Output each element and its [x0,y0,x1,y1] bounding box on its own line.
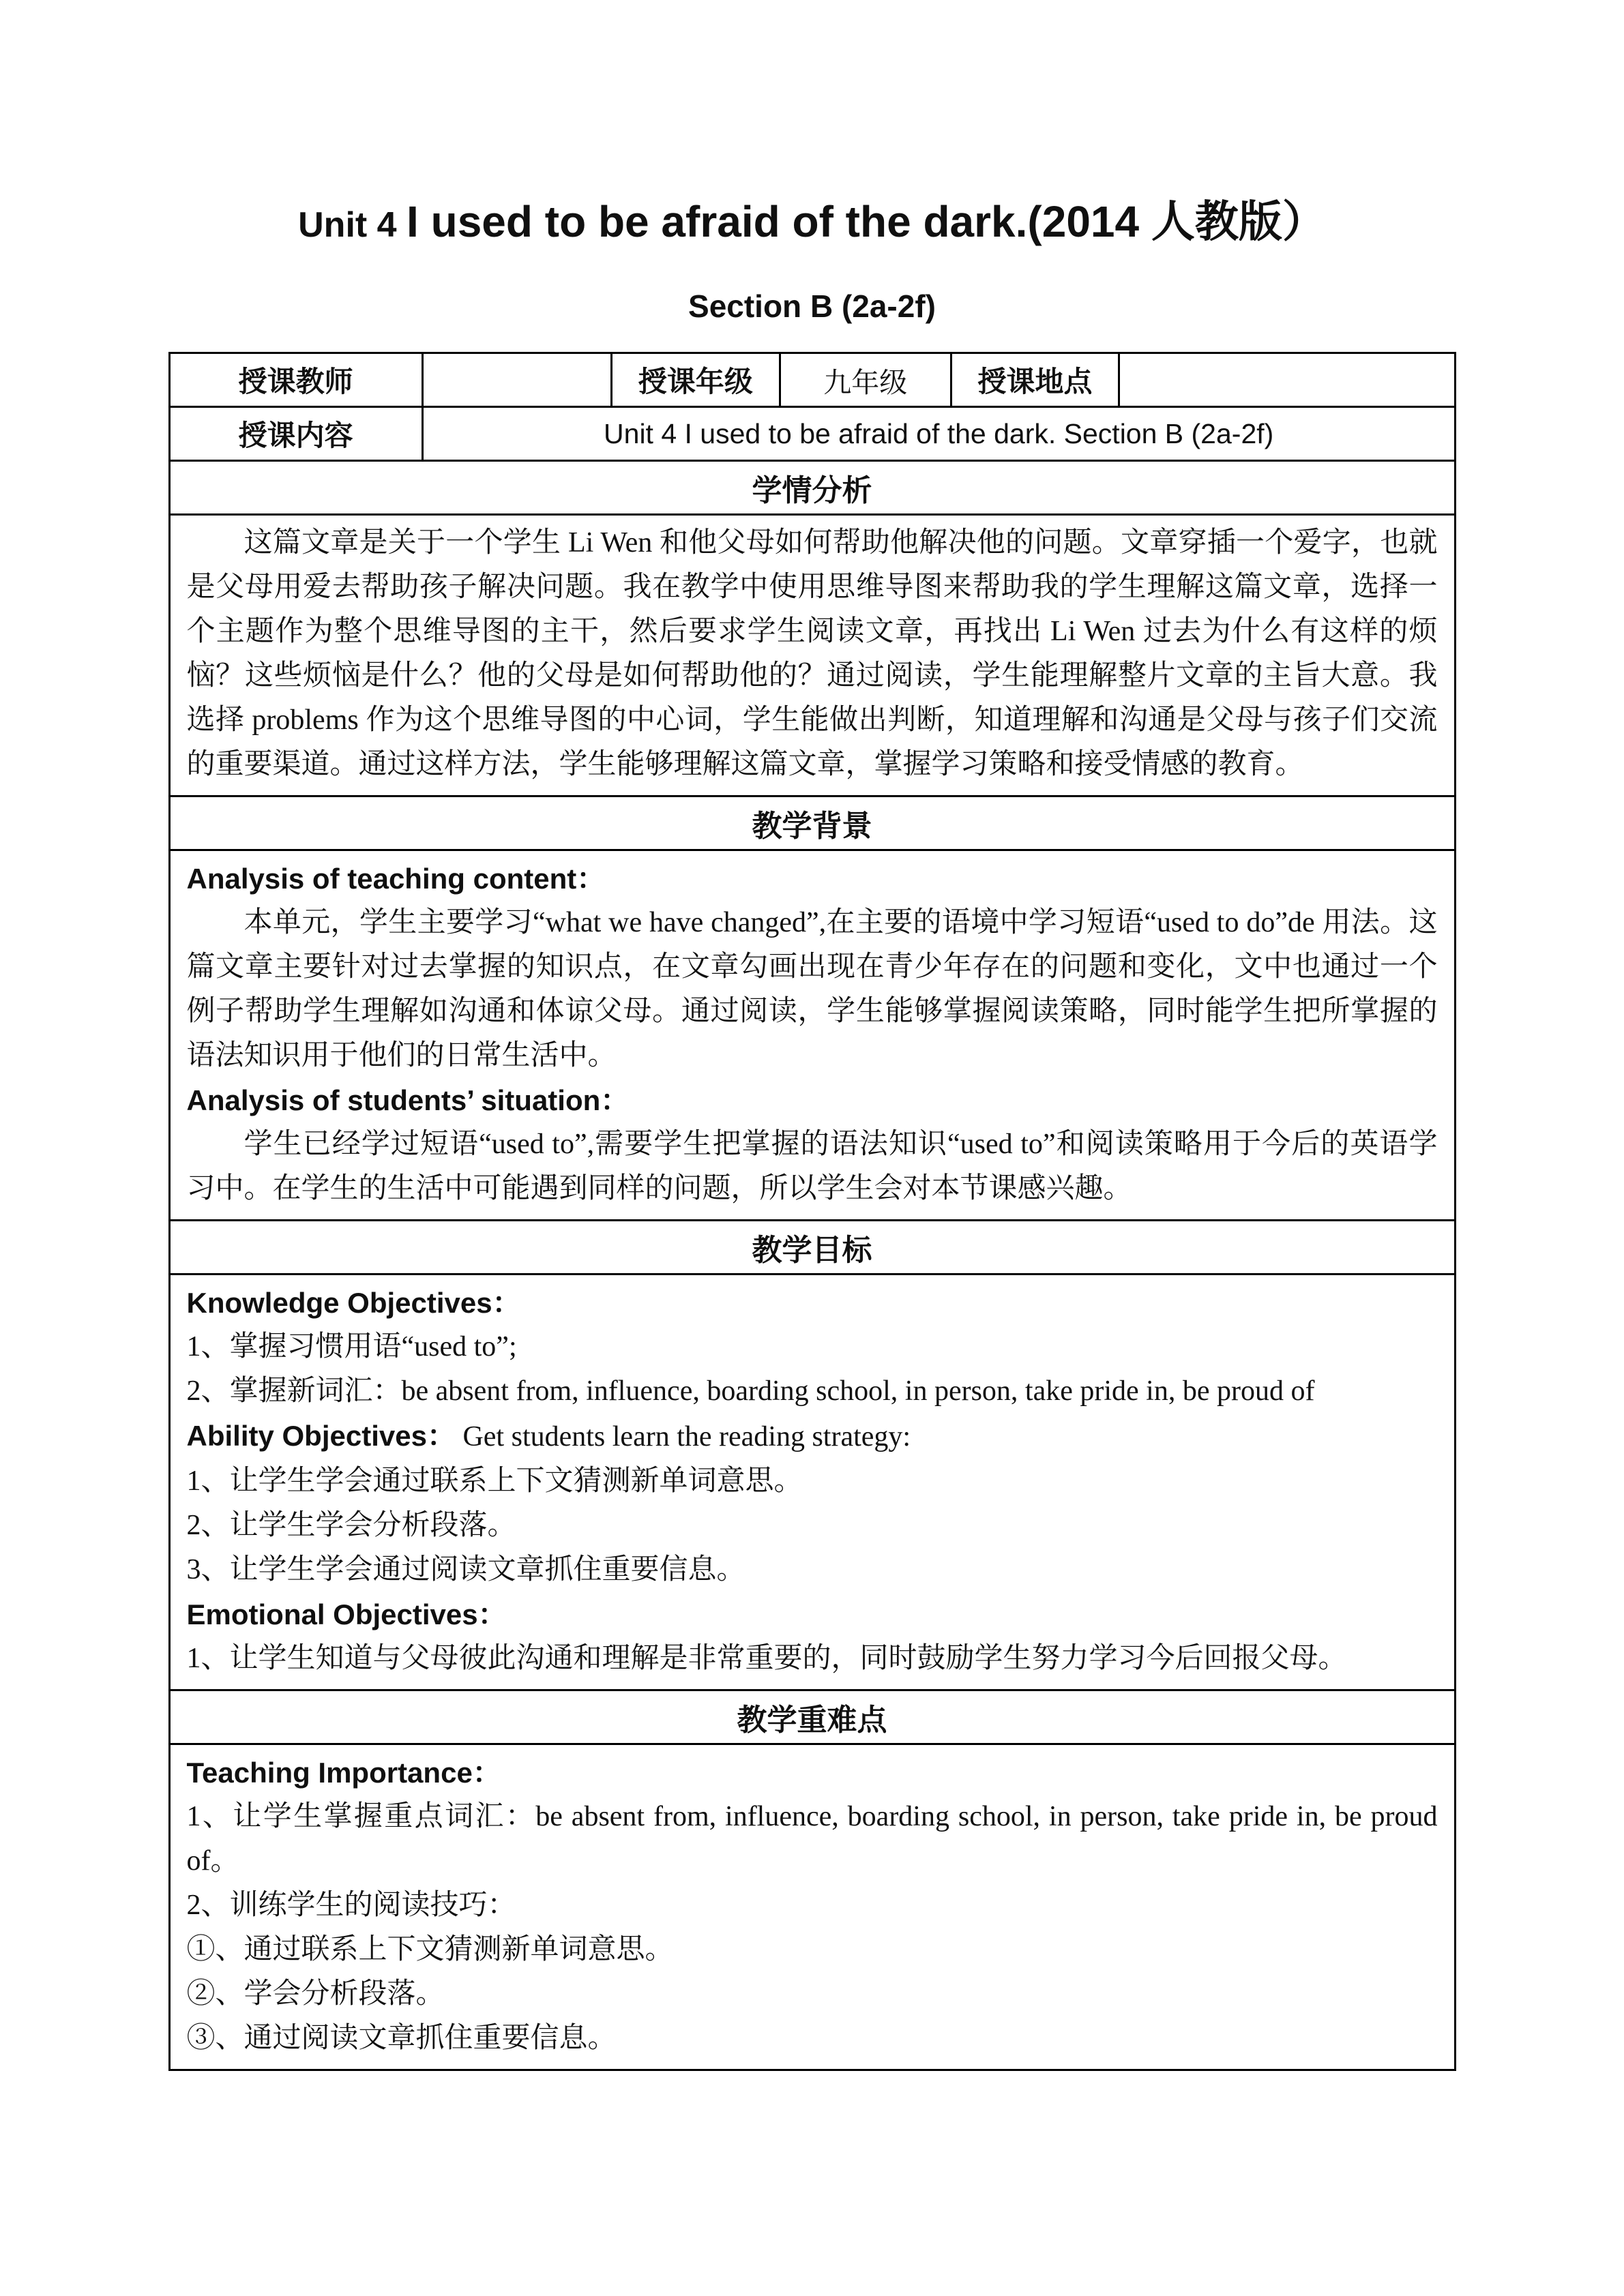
info-row-2 [169,407,1455,461]
teaching-importance-heading: Teaching Importance： [186,1757,501,1789]
knowledge-objectives-heading: Knowledge Objectives： [186,1287,521,1320]
ability-objective-line-2: 2、让学生学会分析段落。 [186,1510,516,1542]
section-content-xueqing [169,515,1455,796]
knowledge-objective-line-1: 1、掌握习惯用语“used to”; [186,1331,517,1363]
section-heading-row [169,796,1455,850]
section-content-row [169,850,1455,1221]
section-heading-row [169,1221,1455,1274]
ability-objective-line-3: 3、让学生学会通过阅读文章抓住重要信息。 [186,1554,745,1586]
emotional-objectives-heading: Emotional Objectives： [186,1598,507,1631]
lesson-plan-document [168,0,1456,2071]
title-main-text: I used to be afraid of the dark.(2014 人教版） [407,197,1326,246]
content-value-cell: Unit 4 I used to be afraid of the dark. Section B (2a-2f) [422,407,1455,461]
content-label-cell: 授课内容 [169,407,422,461]
grade-label-cell: 授课年级 [611,353,780,407]
document-subtitle: Section B (2a-2f) [688,288,936,325]
title-unit-prefix: Unit 4 [298,205,407,245]
analysis-students-situation-heading: Analysis of students’ situation： [186,1084,630,1117]
section-content-row [169,1744,1455,2070]
section-heading-zhongnandian: 教学重难点 [169,1690,1455,1744]
emotional-objective-line-1: 1、让学生知道与父母彼此沟通和理解是非常重要的，同时鼓励学生努力学习今后回报父母。 [186,1643,1347,1675]
ability-objectives-rest: Get students learn the reading strategy: [455,1421,911,1453]
analysis-students-situation-paragraph: 学生已经学过短语“used to”,需要学生把掌握的语法知识“used to”和阅读策略用于今后的英语学习中。在学生的生活中可能遇到同样的问题，所以学生会对本节课感兴趣。 [186,1129,1438,1205]
teaching-importance-line-1: 1、让学生掌握重点词汇：be absent from, influence, boarding school, in person, take pride in, be proud of。 [186,1801,1438,1877]
lesson-plan-table [168,352,1456,2071]
teaching-importance-line-5: ③、通过阅读文章抓住重要信息。 [186,2023,617,2055]
teaching-importance-line-3: ①、通过联系上下文猜测新单词意思。 [186,1934,674,1966]
place-value-cell [1119,353,1455,407]
section-heading-row [169,461,1455,515]
knowledge-objective-line-2: 2、掌握新词汇：be absent from, influence, boarding school, in person, take pride in, be proud of [186,1375,1315,1407]
section-content-beijing [169,850,1455,1221]
teacher-value-cell [422,353,611,407]
section-content-zhongnandian [169,1744,1455,2070]
teaching-importance-line-4: ②、学会分析段落。 [186,1978,445,2010]
ability-objective-line-1: 1、让学生学会通过联系上下文猜测新单词意思。 [186,1465,803,1497]
ability-objectives-heading-line [187,1414,1438,1459]
teacher-label-cell: 授课教师 [169,353,422,407]
teaching-importance-line-2: 2、训练学生的阅读技巧： [186,1890,516,1922]
analysis-teaching-content-paragraph: 本单元，学生主要学习“what we have changed”,在主要的语境中学习短语“used to do”de 用法。这篇文章主要针对过去掌握的知识点，在文章勾画出现在青少年存在的问题和变化，文中也通过一个例子帮助学生理解如沟通和体谅父母。通过阅读，学生能够掌握阅读策略，同时能学生把所掌握的语法知识用于他们的日常生活中。 [186,907,1438,1072]
section-heading-mubiao: 教学目标 [169,1221,1455,1274]
section-content-row [169,515,1455,796]
section-heading-row [169,1690,1455,1744]
xueqing-paragraph: 这篇文章是关于一个学生 Li Wen 和他父母如何帮助他解决他的问题。文章穿插一个爱字，也就是父母用爱去帮助孩子解决问题。我在教学中使用思维导图来帮助我的学生理解这篇文章，选择一个主题作为整个思维导图的主干，然后要求学生阅读文章，再找出 Li Wen 过去为什么有这样的烦恼？这些烦恼是什么？他的父母是如何帮助他的？通过阅读，学生能理解整片文章的主旨大意。我选择 problems 作为这个思维导图的中心词，学生能做出判断，知道理解和沟通是父母与孩子们交流的重要渠道。通过这样方法，学生能够理解这篇文章，掌握学习策略和接受情感的教育。 [186,527,1438,781]
section-heading-beijing: 教学背景 [169,796,1455,850]
analysis-teaching-content-heading: Analysis of teaching content： [186,863,606,895]
section-content-row [169,1274,1455,1690]
section-heading-xueqing: 学情分析 [169,461,1455,515]
section-content-mubiao [169,1274,1455,1690]
ability-objectives-label: Ability Objectives： [186,1420,456,1452]
place-label-cell: 授课地点 [951,353,1119,407]
grade-value-cell: 九年级 [780,353,951,407]
document-title [168,198,1456,245]
info-row-1 [169,353,1455,407]
